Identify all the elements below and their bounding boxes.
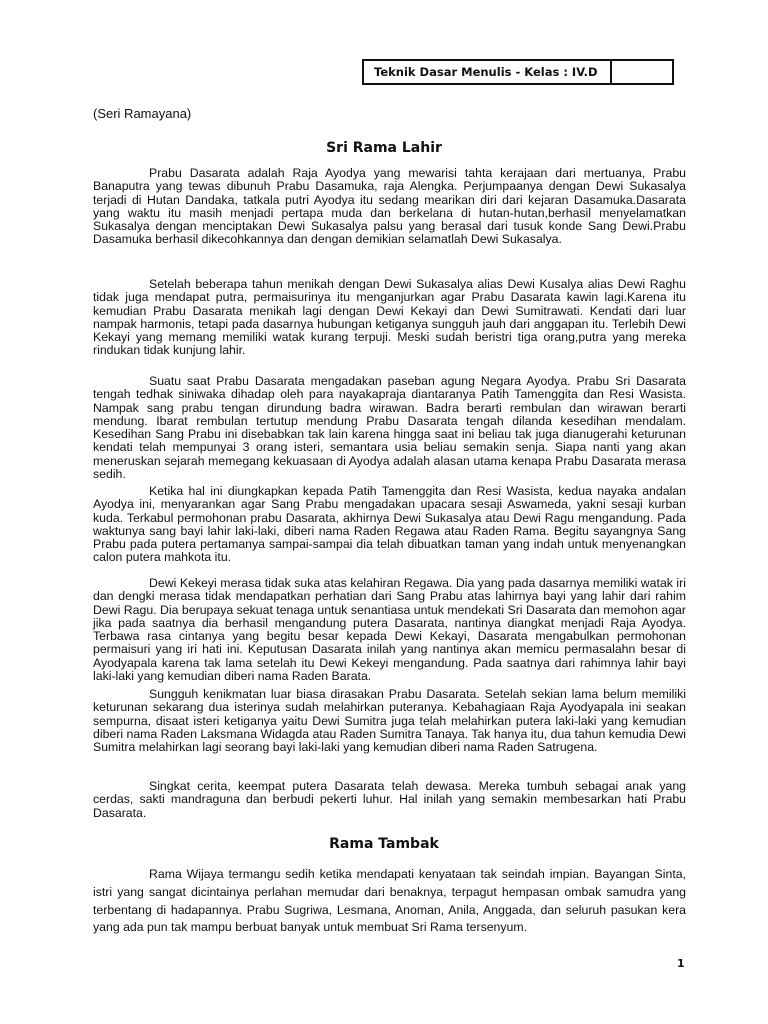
course-title: Teknik Dasar Menulis - Kelas : IV.D <box>364 61 612 83</box>
paragraph: Rama Wijaya termangu sedih ketika mendapati kenyataan tak seindah impian. Bayangan Sinta, istri yang sangat dicintainya perlahan memudar dari benaknya, terpagut hempasan ombak samudra yang terbentang di hadapannya. Prabu Sugriwa, Lesmana, Anoman, Anila, Anggada, dan seluruh pasukan kera yang ada pun tak mampu berbuat banyak untuk membuat Sri Rama tersenyum. <box>93 867 686 935</box>
page-number: 1 <box>677 957 685 970</box>
series-label: (Seri Ramayana) <box>93 106 192 121</box>
header-box <box>362 59 674 85</box>
paragraph: Setelah beberapa tahun menikah dengan Dewi Sukasalya alias Dewi Kusalya alias Dewi Raghu tidak juga mendapat putra, permaisurinya itu menganjurkan agar Prabu Dasarata kawin lagi.Karena itu kemudian Prabu Dasarata menikah lagi dengan Dewi Kekayi dan Dewi Sumitrawati. Kendati dari luar nampak harmonis, tetapi pada dasarnya hubungan ketiganya sungguh jauh dari anggapan itu. Terlebih Dewi Kekayi yang memang memiliki watak kurang terpuji. Meski sudah beristri tiga orang,putra yang mereka rindukan tidak kunjung lahir. <box>93 277 686 358</box>
section-title-sri-rama-lahir: Sri Rama Lahir <box>326 140 442 156</box>
paragraph: Singkat cerita, keempat putera Dasarata telah dewasa. Mereka tumbuh sebagai anak yang cerdas, sakti mandraguna dan berbudi pekerti luhur. Hal inilah yang semakin membesarkan hati Prabu Dasarata. <box>93 779 686 820</box>
section-title-rama-tambak: Rama Tambak <box>329 836 439 852</box>
paragraph: Ketika hal ini diungkapkan kepada Patih Tamenggita dan Resi Wasista, kedua nayaka andalan Ayodya ini, menyarankan agar Sang Prabu mengadakan upacara sesaji Aswameda, yakni sesaji kurban kuda. Terkabul permohonan prabu Dasarata, akhirnya Dewi Sukasalya atau Dewi Ragu mengandung. Pada waktunya sang bayi lahir laki-laki, diberi nama Raden Regawa atau Raden Rama. Begitu sayangnya Sang Prabu pada putera pertamanya sampai-sampai dia telah dibuatkan taman yang indah untuk menyenangkan calon putera mahkota itu. <box>93 484 686 565</box>
paragraph: Suatu saat Prabu Dasarata mengadakan paseban agung Negara Ayodya. Prabu Sri Dasarata tengah tedhak siniwaka dihadap oleh para nayakapraja diantaranya Patih Tamenggita dan Resi Wasista. Nampak sang prabu tengan dirundung badra wirawan. Badra berarti rembulan dan wirawan berarti mendung. Ibarat rembulan tertutup mendung Prabu Dasarata tengah dilanda kesedihan mendalam. Kesedihan Sang Prabu ini disebabkan tak lain karena hingga saat ini beliau tak juga dianugerahi keturunan kendati telah mempunyai 3 orang isteri, semantara usia beliau semakin senja. Siapa nanti yang akan meneruskan sejarah memegang kekuasaan di Ayodya adalah alasan utama kenapa Prabu Dasarata merasa sedih. <box>93 374 686 482</box>
empty-header-cell <box>612 61 672 83</box>
paragraph: Sungguh kenikmatan luar biasa dirasakan Prabu Dasarata. Setelah sekian lama belum memiliki keturunan sekarang dua isterinya sudah melahirkan puteranya. Kebahagiaan Raja Ayodyapala ini seakan sempurna, disaat isteri ketiganya yaitu Dewi Sumitra juga telah melahirkan putera laki-laki yang kemudian diberi nama Raden Laksmana Widagda atau Raden Sumitra Tanaya. Tak hanya itu, dua tahun kemudia Dewi Sumitra melahirkan lagi seorang bayi laki-laki yang kemudian diberi nama Raden Satrugena. <box>93 687 686 755</box>
paragraph: Dewi Kekeyi merasa tidak suka atas kelahiran Regawa. Dia yang pada dasarnya memiliki watak iri dan dengki merasa tidak mendapatkan perhatian dari Sang Prabu atas lahirnya bayi yang lahir dari rahim Dewi Ragu. Dia berupaya sekuat tenaga untuk senantiasa untuk mendekati Sri Dasarata dan memohon agar jika pada saatnya dia berhasil mengandung putera Dasarata, nantinya diangkat menjadi Raja Ayodya. Terbawa rasa cintanya yang begitu besar kepada Dewi Kekayi, Dasarata mengabulkan permohonan permaisuri yang iri hati ini. Keputusan Dasarata inilah yang nantinya akan memicu permasalahn besar di Ayodyapala karena tak lama setelah itu Dewi Kekeyi mengandung. Pada saatnya dari rahimnya lahir bayi laki-laki yang kemudian diberi nama Raden Barata. <box>93 576 686 684</box>
paragraph: Prabu Dasarata adalah Raja Ayodya yang mewarisi tahta kerajaan dari mertuanya, Prabu Banaputra yang tewas dibunuh Prabu Dasamuka, raja Alengka. Perjumpaanya dengan Dewi Sukasalya terjadi di Hutan Dandaka, tatkala putri Ayodya itu sedang mearikan diri dari kejaran Dasamuka.Dasarata yang waktu itu masih menjadi pertapa muda dan berkelana di hutan-hutan,berhasil menyelamatkan Sukasalya dengan menciptakan Dewi Sukasalya palsu yang berasal dari tusuk konde Sang Dewi.Prabu Dasamuka berhasil dikecohkannya dan dengan demikian selamatlah Dewi Sukasalya. <box>93 166 686 247</box>
